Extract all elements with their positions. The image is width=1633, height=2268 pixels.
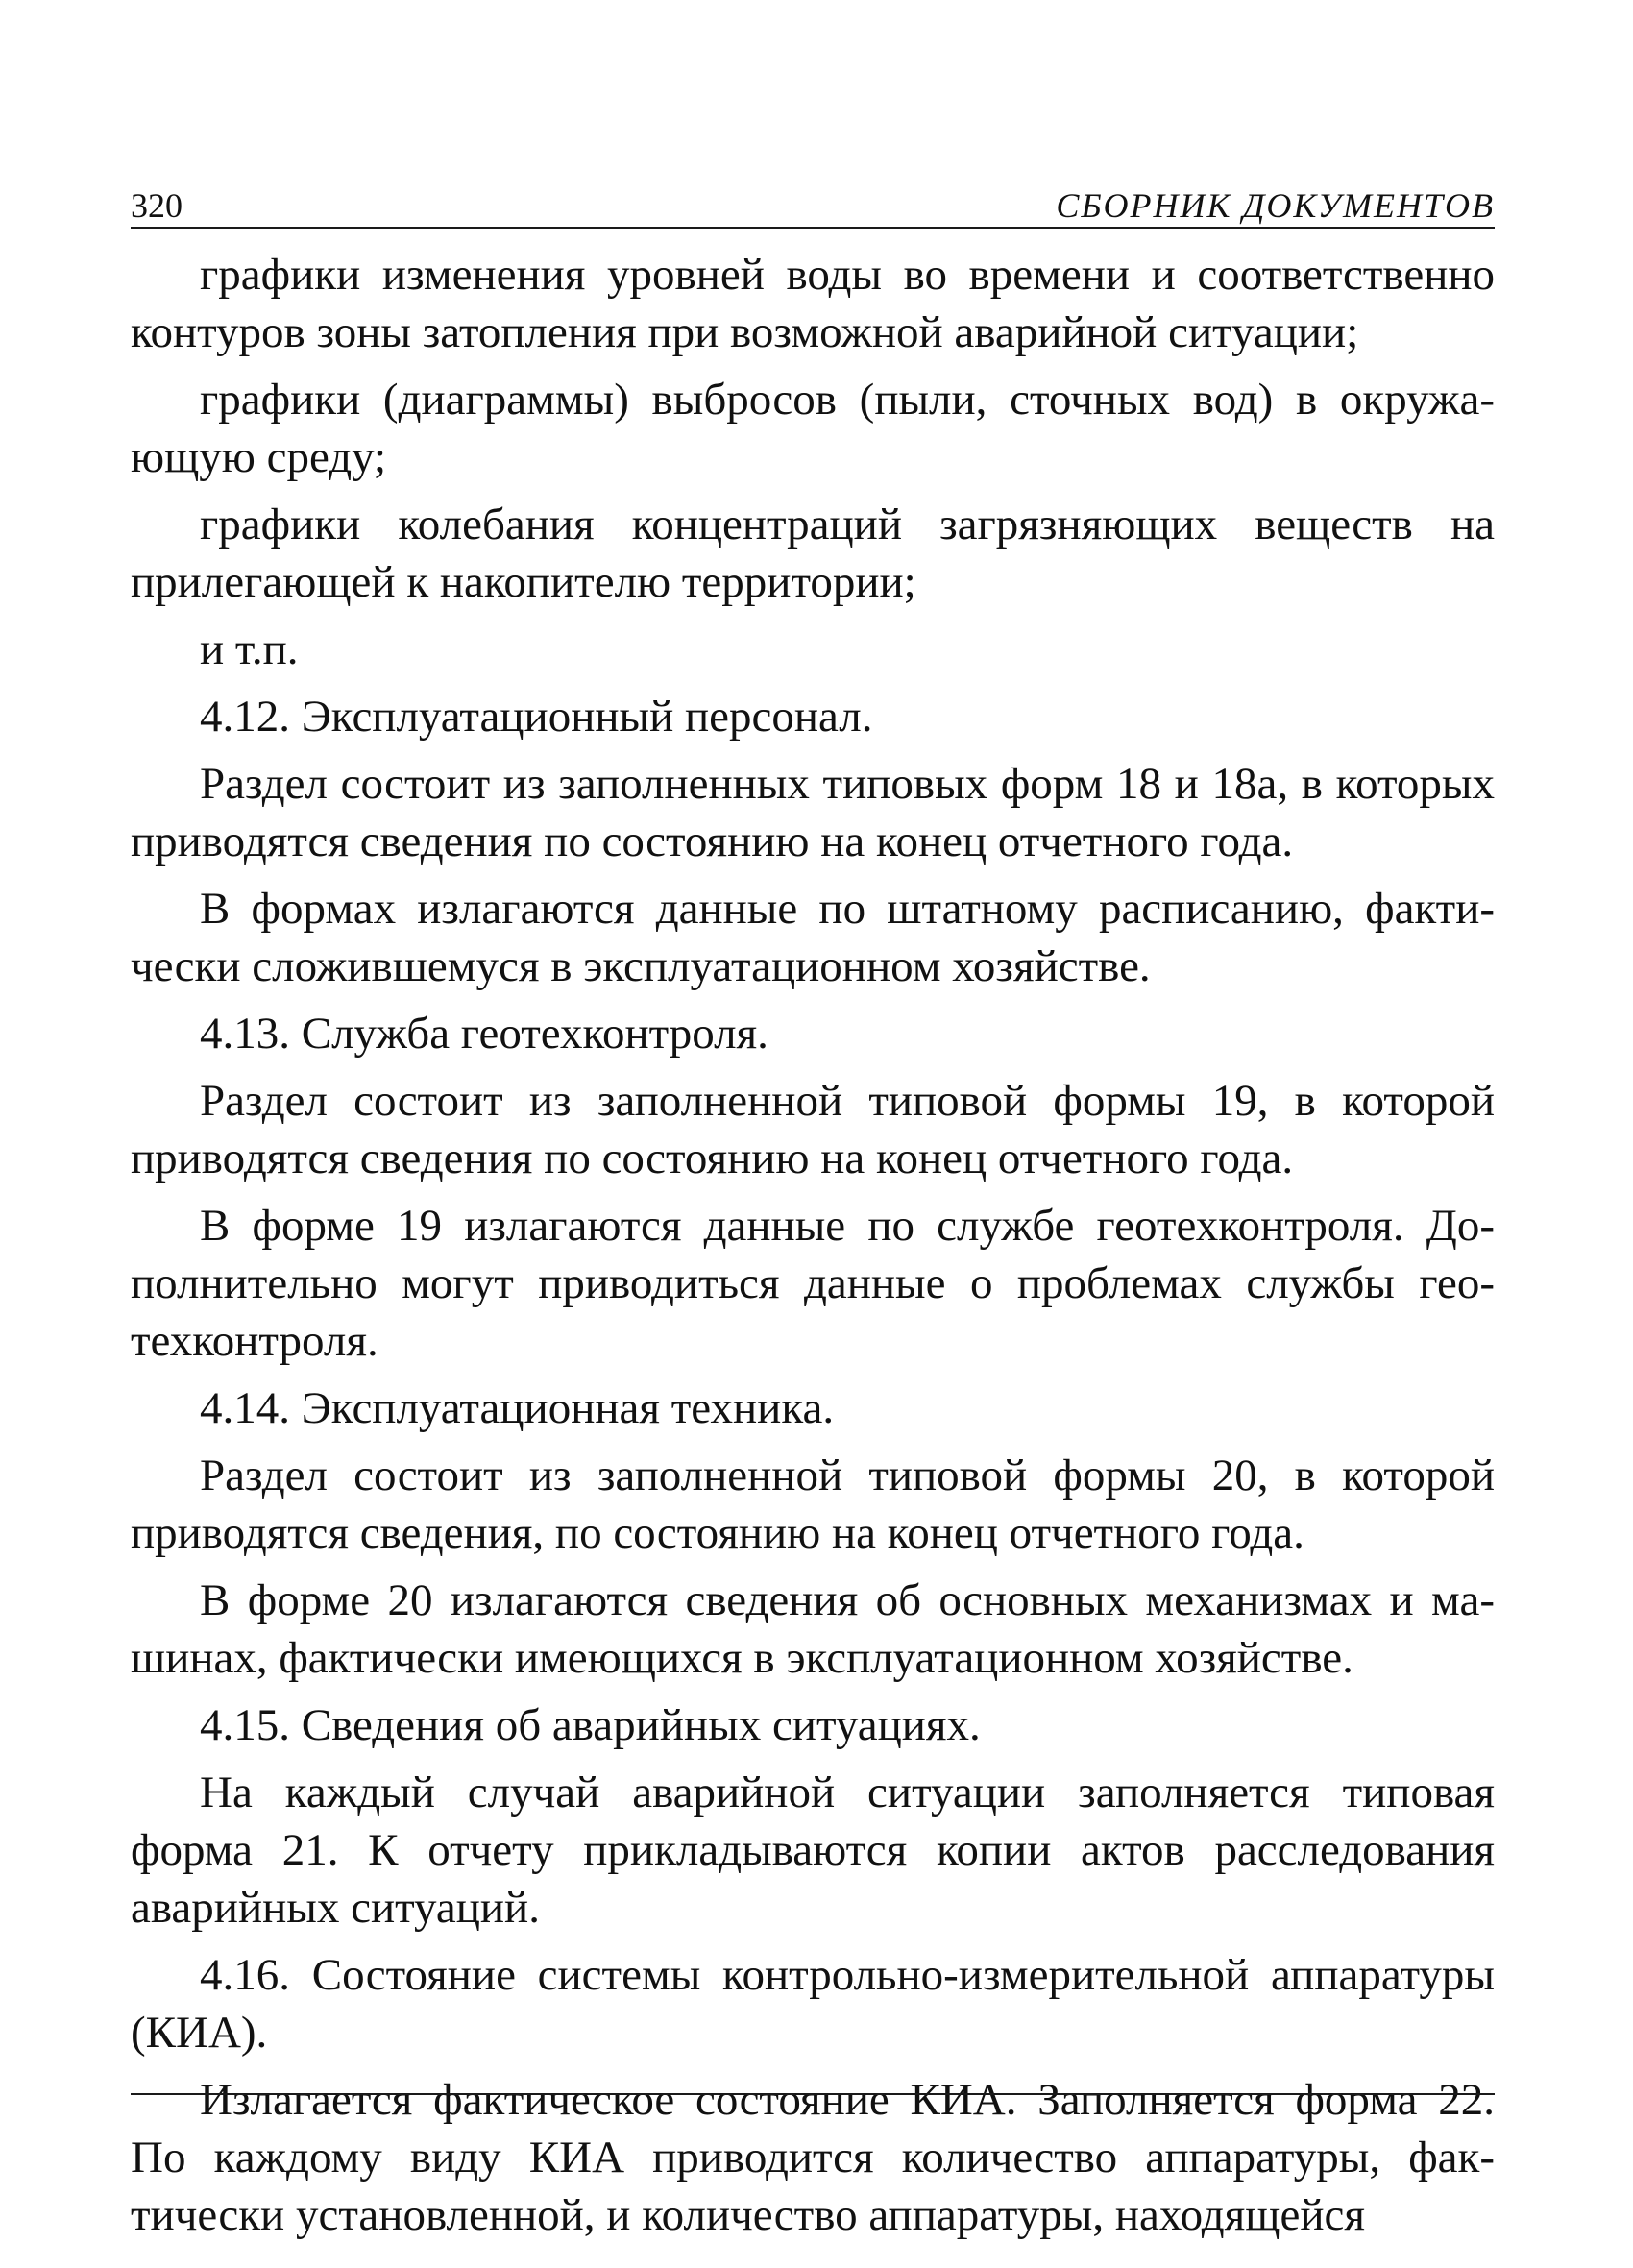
paragraph-flooding-graphs: графики изменения уровней воды во времени и соответственно контуров зоны затопления при возможной аварийной ситуации; [131,250,1495,357]
paragraph-forms-18: Раздел состоит из заполненных типовых форм 18 и 18а, в которых приводятся сведения по состоянию на конец отчетного года. [131,759,1495,866]
running-title: СБОРНИК ДОКУМЕНТОВ [1056,186,1495,225]
paragraph-form-22: Излагается фактическое состояние КИА. Заполняется форма 22. По каждому виду КИА приводится количество аппаратуры, фактически установленной, и количество аппаратуры, находящейся [131,2075,1495,2240]
section-heading-4-14: 4.14. Эксплуатационная техника. [200,1383,835,1433]
page-number: 320 [131,186,183,225]
section-heading-4-16: 4.16. Состояние системы контрольно-измерительной аппаратуры (КИА). [131,1950,1495,2058]
paragraph-form-19: Раздел состоит из заполненной типовой формы 19, в которой приводятся сведения по состоянию на конец отчетного года. [131,1076,1495,1183]
paragraph-etc: и т.п. [200,624,299,674]
section-heading-4-12: 4.12. Эксплуатационный персонал. [200,692,873,742]
paragraph-geotech-service: В форме 19 излагаются данные по службе геотехконтроля. Дополнительно могут приводиться данные о проблемах службы геотехконтроля. [131,1201,1495,1366]
footer-divider [131,2093,1495,2095]
paragraph-form-20: Раздел состоит из заполненной типовой формы 20, в которой приводятся сведения, по состоянию на конец отчетного года. [131,1451,1495,1558]
section-heading-4-15: 4.15. Сведения об аварийных ситуациях. [200,1700,981,1750]
paragraph-staffing: В формах излагаются данные по штатному расписанию, фактически сложившемуся в эксплуатационном хозяйстве. [131,884,1495,991]
paragraph-emission-diagrams: графики (диаграммы) выбросов (пыли, сточных вод) в окружающую среду; [131,375,1495,482]
page-header [131,179,1495,229]
paragraph-form-21: На каждый случай аварийной ситуации заполняется типовая форма 21. К отчету прикладываются копии актов расследования аварийных ситуаций. [131,1768,1495,1933]
paragraph-concentration-graphs: графики колебания концентраций загрязняющих веществ на прилегающей к накопителю территории; [131,500,1495,607]
section-heading-4-13: 4.13. Служба геотехконтроля. [200,1009,768,1059]
body-text [131,246,1495,2254]
paragraph-machinery: В форме 20 излагаются сведения об основных механизмах и машинах, фактически имеющихся в эксплуатационном хозяйстве. [131,1575,1495,1683]
